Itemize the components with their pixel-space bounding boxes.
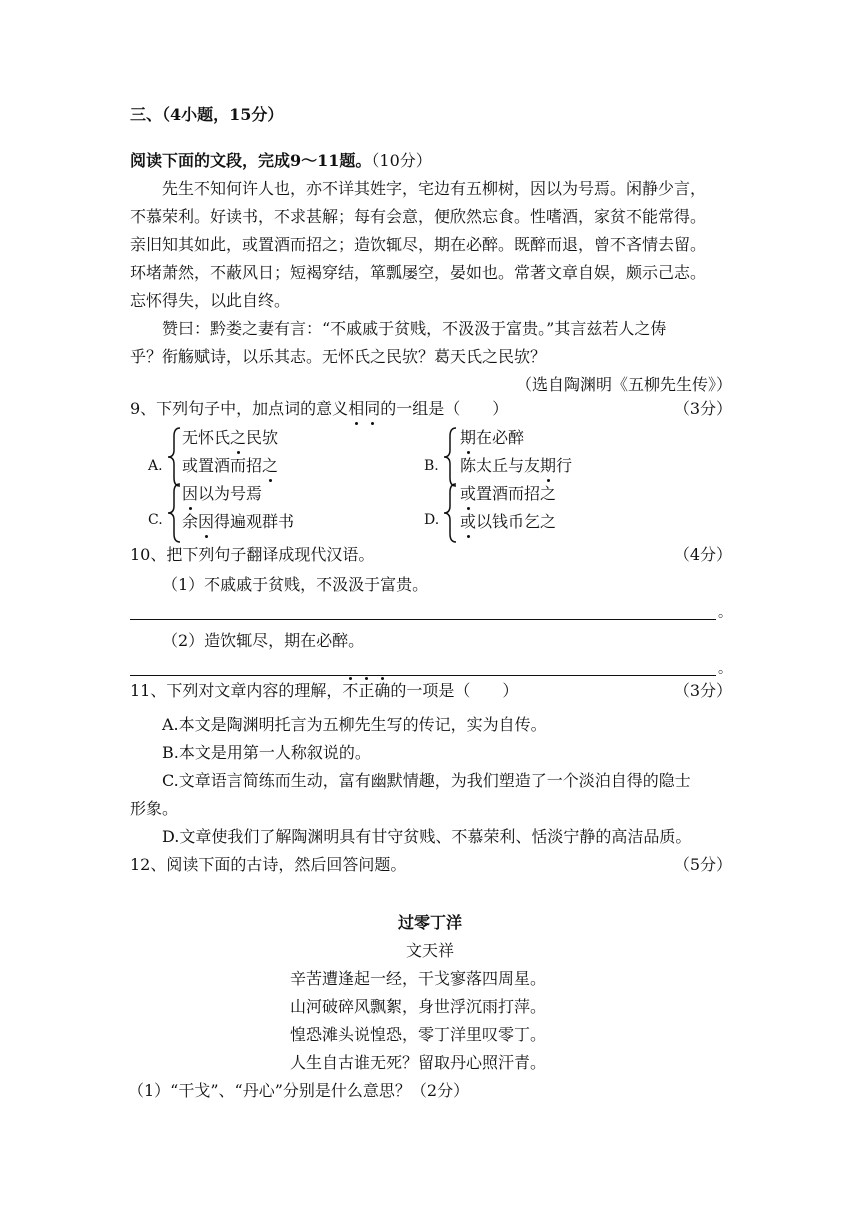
poem-line: 山河破碎风飘絮，身世浮沉雨打萍。 (290, 997, 547, 1016)
q10-score: （4分） (673, 545, 732, 564)
brace-icon (442, 426, 458, 488)
section-heading: 三、（4小题，15分） (130, 105, 284, 124)
answer-line (130, 675, 716, 676)
instruction-score: （10分） (371, 151, 432, 170)
poem-line: 惶恐滩头说惶恐，零丁洋里叹零丁。 (290, 1025, 547, 1044)
q9-option-c-label: C. (148, 512, 163, 528)
passage-line: 环堵萧然，不蔽风日；短褐穿结，箪瓢屡空，晏如也。常著文章自娱，颇示己志。 (130, 263, 707, 282)
q9-option-c-line1: 因以为号焉 (182, 484, 263, 503)
q10-sentence-1: （1）不戚戚于贫贱，不汲汲于富贵。 (162, 575, 429, 594)
passage-line: 忘怀得失，以此自终。 (130, 291, 291, 310)
q9-option-d-line2: 或以钱币乞之 (460, 512, 557, 531)
reading-instruction (130, 150, 432, 172)
q11-option-c: C.文章语言简练而生动，富有幽默情趣，为我们塑造了一个淡泊自得的隐士 (162, 771, 691, 790)
q12-stem: 12、阅读下面的古诗，然后回答问题。 (130, 855, 407, 874)
q11-option-a: A.本文是陶渊明托言为五柳先生写的传记，实为自传。 (162, 715, 547, 734)
q11-option-b: B.本文是用第一人称叙说的。 (162, 743, 371, 762)
passage-line: 先生不知何许人也，亦不详其姓字，宅边有五柳树，因以为号焉。闲静少言， (162, 179, 707, 198)
brace-icon (442, 482, 458, 544)
q12-subquestion-1: （1）“干戈”、“丹心”分别是什么意思？（2分） (128, 1081, 470, 1100)
q9-option-a-line1: 无怀氏之民欤 (182, 428, 279, 447)
poem-author: 文天祥 (405, 941, 454, 960)
q9-option-a-line2: 或置酒而招之 (182, 456, 279, 475)
q9-option-b-line1: 期在必醉 (460, 428, 525, 447)
poem-line: 人生自古谁无死？留取丹心照汗青。 (290, 1053, 547, 1072)
q11-option-c-cont: 形象。 (130, 799, 179, 818)
q10-stem: 10、把下列句子翻译成现代汉语。 (130, 545, 375, 564)
passage-line: 亲旧知其如此，或置酒而招之；造饮辄尽，期在必醉。既醉而退，曾不吝情去留。 (130, 235, 707, 254)
q9-option-d-label: D. (424, 512, 440, 528)
poem-line: 辛苦遭逢起一经，干戈寥落四周星。 (290, 969, 547, 988)
q9-emphasis: 相同 (348, 399, 381, 418)
passage-line: 不慕荣利。好读书，不求甚解；每有会意，便欣然忘食。性嗜酒，家贫不能常得。 (130, 207, 707, 226)
q12-score: （5分） (673, 855, 732, 874)
q9-option-d-line1: 或置酒而招之 (460, 484, 557, 503)
q9-option-c-line2: 余因得遍观群书 (182, 512, 295, 531)
q9-option-a-label: A. (148, 458, 163, 474)
poem-title: 过零丁洋 (397, 913, 462, 932)
q11-stem: 11、下列对文章内容的理解，不正确的一项是（ ） (130, 681, 519, 700)
answer-end-mark: 。 (718, 661, 732, 677)
brace-icon (166, 426, 182, 488)
brace-icon (166, 482, 182, 544)
answer-end-mark: 。 (718, 605, 732, 621)
passage-line: 乎？衔觞赋诗，以乐其志。无怀氏之民欤？葛天氏之民欤？ (130, 347, 547, 366)
q11-score: （3分） (673, 681, 732, 700)
passage-source: （选自陶渊明《五柳先生传》） (515, 375, 732, 394)
q9-score: （3分） (673, 399, 732, 418)
answer-line (130, 619, 716, 620)
q11-emphasis: 不正确 (342, 681, 391, 700)
q10-sentence-2: （2）造饮辄尽，期在必醉。 (162, 631, 365, 650)
q9-option-b-line2: 陈太丘与友期行 (460, 456, 573, 475)
q11-option-d: D.文章使我们了解陶渊明具有甘守贫贱、不慕荣利、恬淡宁静的高洁品质。 (162, 827, 692, 846)
q9-stem: 9、下列句子中，加点词的意义相同的一组是（ ） (130, 399, 509, 418)
q9-option-b-label: B. (424, 458, 439, 474)
passage-line: 赞曰：黔娄之妻有言：“不戚戚于贫贱，不汲汲于富贵。”其言兹若人之俦 (162, 319, 667, 338)
instruction-text: 阅读下面的文段，完成9～11题。 (130, 151, 372, 170)
